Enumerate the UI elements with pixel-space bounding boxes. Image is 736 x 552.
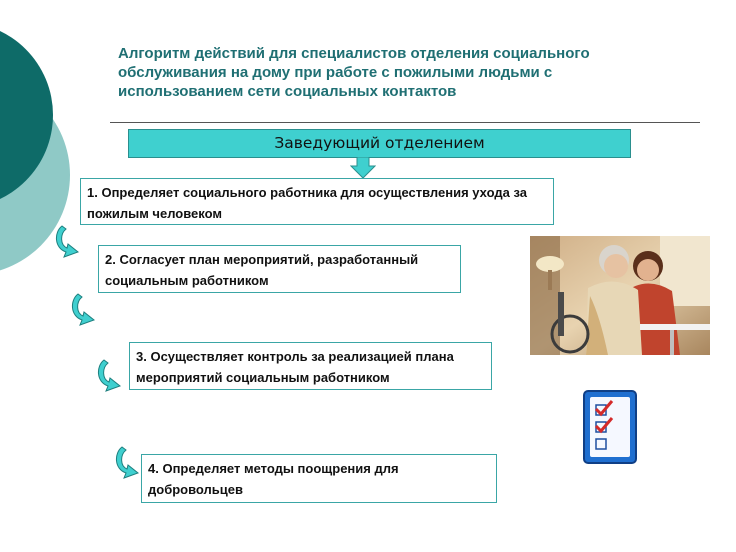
curved-arrow-icon bbox=[52, 224, 82, 260]
slide-title: Алгоритм действий для специалистов отделения социального обслуживания на дому при работе с пожилыми людьми с использованием сети социальных контактов bbox=[118, 45, 590, 100]
checklist-icon bbox=[582, 389, 640, 465]
step-2-box: 2. Согласует план мероприятий, разработанный социальным работником bbox=[98, 245, 461, 293]
step-3-box: 3. Осуществляет контроль за реализацией плана мероприятий социальным работником bbox=[129, 342, 492, 390]
step-4-box: 4. Определяет методы поощрения для добровольцев bbox=[141, 454, 497, 503]
curved-arrow-icon bbox=[68, 292, 98, 328]
curved-arrow-icon bbox=[94, 358, 124, 394]
curved-arrow-icon bbox=[112, 445, 142, 481]
head-of-department-box: Заведующий отделением bbox=[128, 129, 631, 158]
caregiver-photo bbox=[530, 236, 710, 355]
down-arrow-icon bbox=[350, 157, 376, 179]
step-1-box: 1. Определяет социального работника для осуществления ухода за пожилым человеком bbox=[80, 178, 554, 225]
title-divider bbox=[110, 122, 700, 123]
